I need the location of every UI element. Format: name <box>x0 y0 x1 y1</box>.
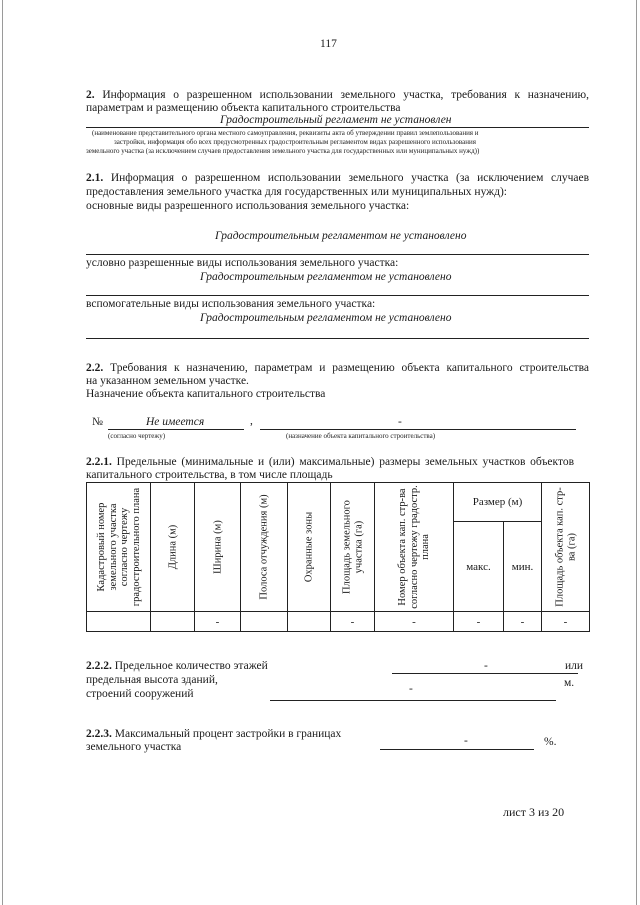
header-object-area: Площадь объекта кап. стр-ва (га) <box>542 483 590 612</box>
percent-unit: %. <box>544 736 557 748</box>
table-header-row <box>87 483 590 522</box>
header-plot-area: Площадь земельного участка (га) <box>331 483 375 612</box>
table-row <box>87 612 590 632</box>
section-2-1-number: 2.1. <box>86 172 104 184</box>
section-2-2-2-number: 2.2.2. <box>86 660 112 672</box>
left-page-edge <box>2 0 3 905</box>
section-2-2-1-text: Предельные (минимальные и (или) максимальные) размеры земельных участков объектов <box>116 456 575 468</box>
table-cell: - <box>375 612 454 632</box>
comma: , <box>250 415 253 427</box>
section-2-2-3-number: 2.2.3. <box>86 728 112 740</box>
building-percent-line <box>380 749 534 750</box>
section-2-2-3-line2: земельного участка <box>86 741 182 753</box>
section-2-2-line1 <box>86 362 589 375</box>
header-object-number: Номер объекта кап. стр-ва согласно чертежу градостр. плана <box>375 483 454 612</box>
table-cell <box>151 612 195 632</box>
section-2-note-line2: застройки, информация обо всех предусмотренных градостроительным регламентом видах разрешенного использования <box>114 138 476 146</box>
or-word: или <box>565 660 584 672</box>
header-protected-zones: Охранные зоны <box>288 483 331 612</box>
section-2-2-1-line2: капитального строительства, в том числе площадь <box>86 469 333 481</box>
object-number-value: Не имеется <box>146 416 205 428</box>
height-value: - <box>409 683 413 695</box>
height-line <box>270 700 556 701</box>
header-size: Размер (м) <box>454 483 542 522</box>
object-number-note: (согласно чертежу) <box>108 432 166 440</box>
auxiliary-uses-value: Градостроительным регламентом не установлено <box>200 312 452 324</box>
table-cell <box>288 612 331 632</box>
section-2-2-2-line2: предельная высота зданий, <box>86 674 218 686</box>
building-percent-value: - <box>464 735 468 747</box>
section-2-2-3-text: Максимальный процент застройки в границах <box>114 728 342 740</box>
page-number: 117 <box>320 38 337 50</box>
floors-value: - <box>484 660 488 672</box>
section-2-2-2-line1 <box>86 660 268 673</box>
section-2-heading-text: Информация о разрешенном использовании земельного участка, требования к назначению, <box>102 89 589 101</box>
section-2-2-1-line1 <box>86 456 574 469</box>
sheet-counter: лист 3 из 20 <box>503 805 565 819</box>
conditional-uses-value: Градостроительным регламентом не установлено <box>200 271 452 283</box>
main-uses-line <box>86 254 589 255</box>
section-2-2-line3: Назначение объекта капитального строительства <box>86 388 326 400</box>
section-2-2-3-line1 <box>86 728 341 741</box>
header-width: Ширина (м) <box>195 483 241 612</box>
table-cell: - <box>504 612 542 632</box>
header-exclusion-strip: Полоса отчуждения (м) <box>241 483 288 612</box>
section-2-2-2-line3: строений сооружений <box>86 688 194 700</box>
object-purpose-note: (назначение объекта капитального строительства) <box>286 432 436 440</box>
table-cell: - <box>331 612 375 632</box>
main-uses-label: основные виды разрешенного использования земельного участка: <box>86 200 410 212</box>
conditional-uses-label: условно разрешенные виды использования земельного участка: <box>86 257 399 269</box>
object-purpose-line <box>260 429 576 430</box>
section-2-1-text: Информация о разрешенном использовании земельного участка (за исключением случаев <box>110 172 589 184</box>
table-cell <box>241 612 288 632</box>
header-length: Длина (м) <box>151 483 195 612</box>
section-2-note-line3: земельного участка (за исключением случаев предоставления земельного участка для государственных или муниципальных нужд)) <box>86 147 480 155</box>
section-2-note-line1: (наименование представительного органа местного самоуправления, реквизиты акта об утверждении правил землепользования и <box>92 129 479 137</box>
floors-line <box>392 673 578 674</box>
object-purpose-value: - <box>398 416 402 428</box>
table-cell <box>87 612 151 632</box>
right-page-edge <box>636 0 637 905</box>
reglament-underline <box>86 127 589 128</box>
auxiliary-uses-line <box>86 338 589 339</box>
auxiliary-uses-label: вспомогательные виды использования земельного участка: <box>86 298 376 310</box>
table-cell: - <box>195 612 241 632</box>
section-2-2-2-text: Предельное количество этажей <box>114 660 268 672</box>
table-cell: - <box>454 612 504 632</box>
section-2-2-number: 2.2. <box>86 362 104 374</box>
section-2-2-text: Требования к назначению, параметрам и размещению объекта капитального строительства <box>110 362 589 374</box>
section-2-1-line2: предоставления земельного участка для государственных или муниципальных нужд): <box>86 186 507 198</box>
main-uses-value: Градостроительным регламентом не установлено <box>215 230 467 242</box>
land-plot-sizes-table <box>86 482 590 632</box>
section-2-number: 2. <box>86 89 95 101</box>
object-number-line <box>108 429 244 430</box>
height-unit: м. <box>564 677 575 689</box>
subheader-max: макс. <box>454 522 504 612</box>
section-2-1-line1 <box>86 172 589 185</box>
conditional-uses-line <box>86 295 589 296</box>
header-cadastral: Кадастровый номер земельного участка согласно чертежу градостроительного плана <box>87 483 151 612</box>
section-2-reglament: Градостроительный регламент не установлен <box>220 114 452 126</box>
section-2-heading-line1 <box>86 89 589 102</box>
section-2-2-1-number: 2.2.1. <box>86 456 112 468</box>
section-2-2-line2: на указанном земельном участке. <box>86 375 249 387</box>
subheader-min: мин. <box>504 522 542 612</box>
table-cell: - <box>542 612 590 632</box>
section-2-heading-line2: параметрам и размещению объекта капитального строительства <box>86 102 401 114</box>
number-sign: № <box>92 416 103 428</box>
